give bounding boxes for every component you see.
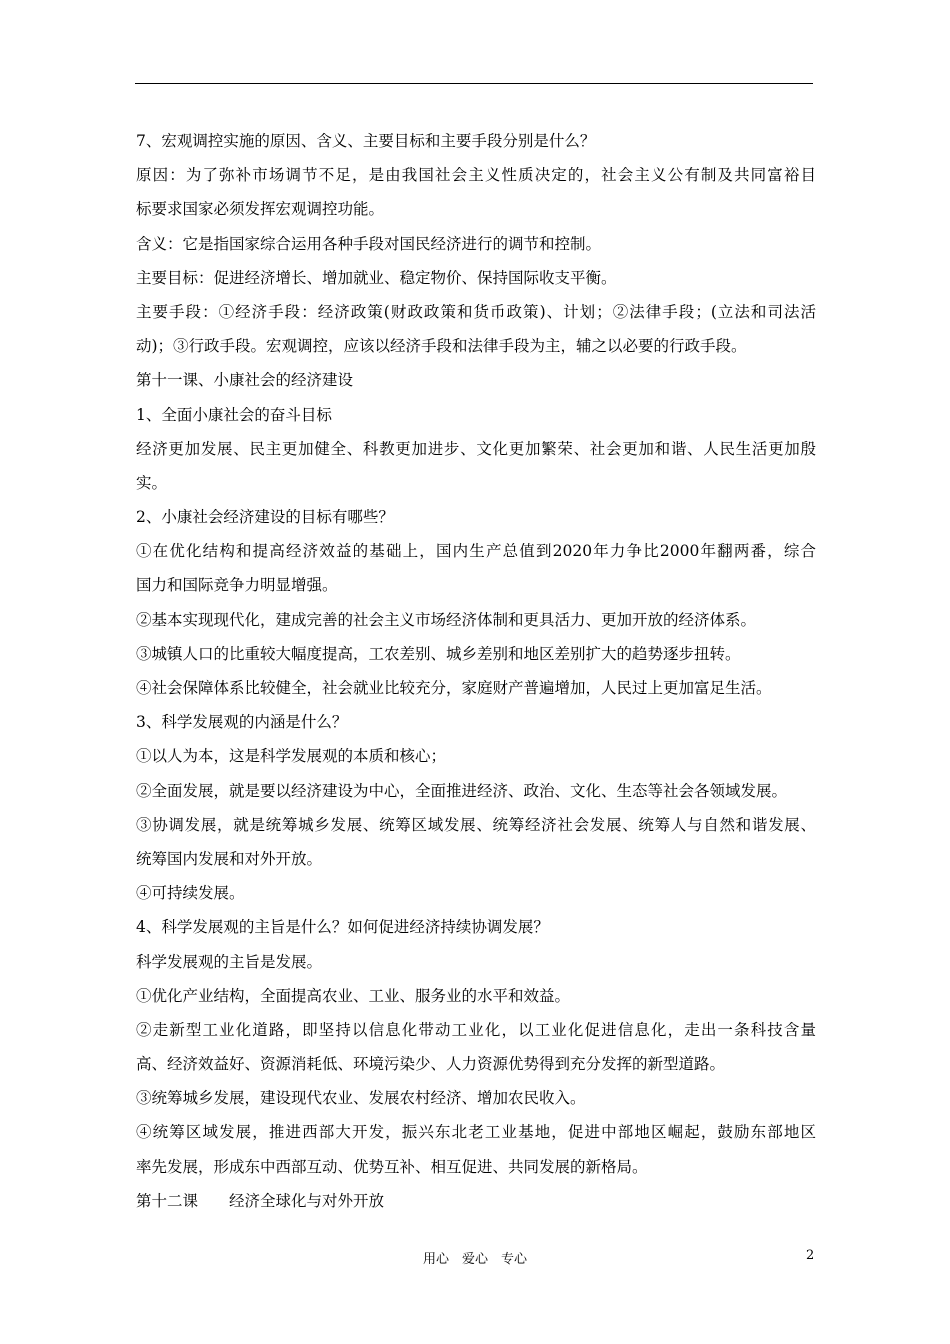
text-line: ②走新型工业化道路，即坚持以信息化带动工业化，以工业化促进信息化，走出一条科技含量 xyxy=(136,1020,816,1039)
text-line: ①以人为本，这是科学发展观的本质和核心； xyxy=(136,747,447,766)
text-line: ①优化产业结构，全面提高农业、工业、服务业的水平和效益。 xyxy=(136,986,571,1005)
text-line: 统筹国内发展和对外开放。 xyxy=(136,849,323,868)
text-line: 率先发展，形成东中西部互动、优势互补、相互促进、共同发展的新格局。 xyxy=(136,1157,648,1176)
text-line: ④统筹区域发展，推进西部大开发，振兴东北老工业基地，促进中部地区崛起，鼓励东部地区 xyxy=(136,1123,816,1142)
text-line: 含义：它是指国家综合运用各种手段对国民经济进行的调节和控制。 xyxy=(136,234,602,253)
text-line: 原因：为了弥补市场调节不足，是由我国社会主义性质决定的，社会主义公有制及共同富裕目 xyxy=(136,166,816,185)
text-line: 经济更加发展、民主更加健全、科教更加进步、文化更加繁荣、社会更加和谐、人民生活更加殷 xyxy=(136,439,816,458)
text-line: ④社会保障体系比较健全，社会就业比较充分，家庭财产普遍增加，人民过上更加富足生活。 xyxy=(136,679,772,697)
text-line: 动)；③行政手段。宏观调控，应该以经济手段和法律手段为主，辅之以必要的行政手段。 xyxy=(136,337,747,356)
text-line: 1、全面小康社会的奋斗目标 xyxy=(136,405,332,424)
text-line: 实。 xyxy=(136,473,168,492)
header-rule xyxy=(135,83,813,84)
page-number: 2 xyxy=(806,1248,815,1263)
document-body xyxy=(136,124,816,1218)
text-line: 3、科学发展观的内涵是什么？ xyxy=(136,713,348,732)
text-line: ②基本实现现代化，建成完善的社会主义市场经济体制和更具活力、更加开放的经济体系。 xyxy=(136,610,757,629)
text-line: 国力和国际竞争力明显增强。 xyxy=(136,576,338,595)
text-line: 高、经济效益好、资源消耗低、环境污染少、人力资源优势得到充分发挥的新型道路。 xyxy=(136,1055,726,1074)
text-line: ④可持续发展。 xyxy=(136,884,245,903)
text-line: ③城镇人口的比重较大幅度提高，工农差别、城乡差别和地区差别扩大的趋势逐步扭转。 xyxy=(136,644,741,663)
text-line: 主要手段：①经济手段：经济政策(财政政策和货币政策)、计划；②法律手段；(立法和司法活 xyxy=(136,302,816,321)
text-line: 主要目标：促进经济增长、增加就业、稳定物价、保持国际收支平衡。 xyxy=(136,268,617,287)
text-line: ③统筹城乡发展，建设现代农业、发展农村经济、增加农民收入。 xyxy=(136,1089,586,1108)
text-line: 7、宏观调控实施的原因、含义、主要目标和主要手段分别是什么？ xyxy=(136,132,596,150)
text-line: ①在优化结构和提高经济效益的基础上，国内生产总值到2020年力争比2000年翻两番，综合 xyxy=(136,542,816,561)
text-line: 科学发展观的主旨是发展。 xyxy=(136,952,323,971)
text-line: 2、小康社会经济建设的目标有哪些？ xyxy=(136,508,394,527)
text-line: 第十一课、小康社会的经济建设 xyxy=(136,371,354,390)
text-line: 第十二课 经济全球化与对外开放 xyxy=(136,1191,385,1210)
text-line: 4、科学发展观的主旨是什么？如何促进经济持续协调发展？ xyxy=(136,918,549,937)
text-line: ②全面发展，就是要以经济建设为中心，全面推进经济、政治、文化、生态等社会各领域发展。 xyxy=(136,781,788,800)
footer-motto: 用心 爱心 专心 xyxy=(422,1252,527,1267)
text-line: ③协调发展，就是统筹城乡发展、统筹区域发展、统筹经济社会发展、统筹人与自然和谐发展、 xyxy=(136,815,816,834)
text-line: 标要求国家必须发挥宏观调控功能。 xyxy=(136,200,385,219)
